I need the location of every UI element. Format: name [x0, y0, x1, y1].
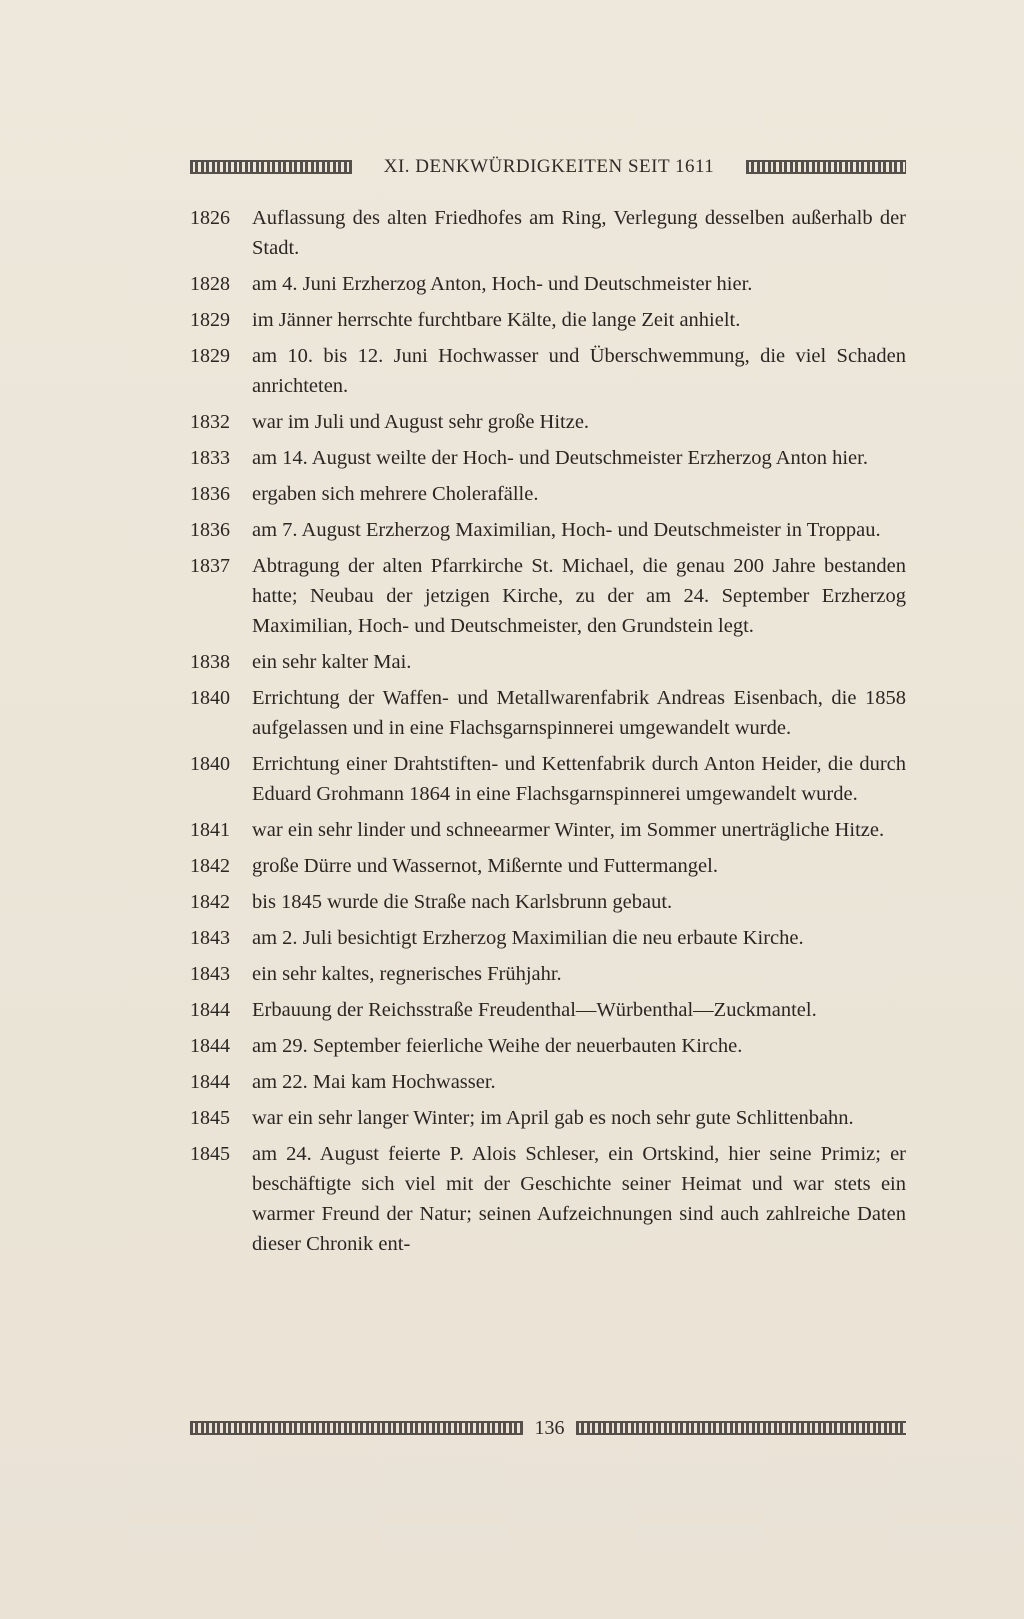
running-header: [190, 152, 906, 182]
entry-text: ein sehr kaltes, regnerisches Frühjahr.: [252, 963, 562, 985]
entry-text: am 7. August Erzherzog Maximilian, Hoch- und Deutschmeister in Troppau.: [252, 519, 881, 541]
chronicle-entry: [190, 515, 906, 545]
entry-text: Auflassung des alten Friedhofes am Ring, Verlegung desselben außerhalb der Stadt.: [252, 207, 906, 259]
entry-year: 1844: [190, 999, 230, 1021]
chronicle-entries: [190, 203, 906, 1265]
entry-text: bis 1845 wurde die Straße nach Karlsbrunn gebaut.: [252, 891, 673, 913]
footer-ornament-left: [190, 1421, 523, 1435]
entry-year: 1832: [190, 411, 230, 433]
chronicle-entry: [190, 887, 906, 917]
entry-text: im Jänner herrschte furchtbare Kälte, die lange Zeit anhielt.: [252, 309, 741, 331]
entry-text: am 10. bis 12. Juni Hochwasser und Überschwemmung, die viel Schaden anrichteten.: [252, 345, 906, 397]
chronicle-entry: [190, 647, 906, 677]
entry-year: 1844: [190, 1071, 230, 1093]
entry-text: Erbauung der Reichsstraße Freudenthal—Würbenthal—Zuckmantel.: [252, 999, 817, 1021]
entry-year: 1843: [190, 963, 230, 985]
entry-year: 1842: [190, 855, 230, 877]
chronicle-entry: [190, 443, 906, 473]
entry-year: 1840: [190, 753, 230, 775]
entry-text: große Dürre und Wassernot, Mißernte und Futtermangel.: [252, 855, 718, 877]
chronicle-entry: [190, 683, 906, 743]
entry-text: am 29. September feierliche Weihe der neuerbauten Kirche.: [252, 1035, 743, 1057]
chronicle-entry: [190, 815, 906, 845]
chronicle-entry: [190, 1103, 906, 1133]
entry-year: 1833: [190, 447, 230, 469]
chronicle-entry: [190, 479, 906, 509]
entry-year: 1844: [190, 1035, 230, 1057]
entry-year: 1826: [190, 207, 230, 229]
entry-text: am 24. August feierte P. Alois Schleser, ein Ortskind, hier seine Primiz; er beschäftigte sich viel mit der Geschichte seiner Heimat und war stets ein warmer Freund der Natur; seinen Aufzeichnungen sind auch zahlreiche Daten dieser Chronik ent-: [252, 1143, 906, 1255]
entry-year: 1842: [190, 891, 230, 913]
entry-year: 1837: [190, 555, 230, 577]
entry-year: 1829: [190, 309, 230, 331]
chronicle-entry: [190, 995, 906, 1025]
entry-text: ein sehr kalter Mai.: [252, 651, 412, 673]
entry-year: 1836: [190, 483, 230, 505]
entry-year: 1828: [190, 273, 230, 295]
entry-text: war ein sehr langer Winter; im April gab es noch sehr gute Schlittenbahn.: [252, 1107, 854, 1129]
entry-text: am 2. Juli besichtigt Erzherzog Maximilian die neu erbaute Kirche.: [252, 927, 804, 949]
footer-ornament-right: [576, 1421, 906, 1435]
entry-year: 1836: [190, 519, 230, 541]
entry-text: ergaben sich mehrere Cholerafälle.: [252, 483, 539, 505]
entry-year: 1843: [190, 927, 230, 949]
chapter-title: XI. DENKWÜRDIGKEITEN SEIT 1611: [383, 156, 715, 177]
chronicle-entry: [190, 959, 906, 989]
chronicle-entry: [190, 305, 906, 335]
chronicle-entry: [190, 923, 906, 953]
running-footer: [190, 1414, 906, 1442]
entry-text: am 22. Mai kam Hochwasser.: [252, 1071, 496, 1093]
entry-year: 1829: [190, 345, 230, 367]
header-ornament-left: [190, 160, 352, 174]
entry-text: war ein sehr linder und schneearmer Winter, im Sommer unerträgliche Hitze.: [252, 819, 885, 841]
entry-year: 1841: [190, 819, 230, 841]
entry-year: 1840: [190, 687, 230, 709]
chronicle-entry: [190, 551, 906, 641]
entry-text: am 14. August weilte der Hoch- und Deutschmeister Erzherzog Anton hier.: [252, 447, 868, 469]
chronicle-entry: [190, 407, 906, 437]
entry-year: 1845: [190, 1143, 230, 1165]
chronicle-entry: [190, 1067, 906, 1097]
chronicle-entry: [190, 749, 906, 809]
entry-text: war im Juli und August sehr große Hitze.: [252, 411, 590, 433]
page-number: 136: [534, 1416, 565, 1439]
chronicle-entry: [190, 203, 906, 263]
entry-text: Errichtung einer Drahtstiften- und Kettenfabrik durch Anton Heider, die durch Eduard Grohmann 1864 in eine Flachsgarnspinnerei umgewandelt wurde.: [252, 753, 906, 805]
chronicle-entry: [190, 1031, 906, 1061]
header-ornament-right: [746, 160, 906, 174]
entry-text: Errichtung der Waffen- und Metallwarenfabrik Andreas Eisenbach, die 1858 aufgelassen und in eine Flachsgarnspinnerei umgewandelt wurde.: [252, 687, 906, 739]
entry-year: 1845: [190, 1107, 230, 1129]
chronicle-entry: [190, 341, 906, 401]
chronicle-entry: [190, 1139, 906, 1259]
chronicle-entry: [190, 269, 906, 299]
chronicle-entry: [190, 851, 906, 881]
entry-text: am 4. Juni Erzherzog Anton, Hoch- und Deutschmeister hier.: [252, 273, 753, 295]
entry-text: Abtragung der alten Pfarrkirche St. Michael, die genau 200 Jahre bestanden hatte; Neubau der jetzigen Kirche, zu der am 24. September Erzherzog Maximilian, Hoch- und Deutschmeister, den Grundstein legt.: [252, 555, 906, 637]
entry-year: 1838: [190, 651, 230, 673]
